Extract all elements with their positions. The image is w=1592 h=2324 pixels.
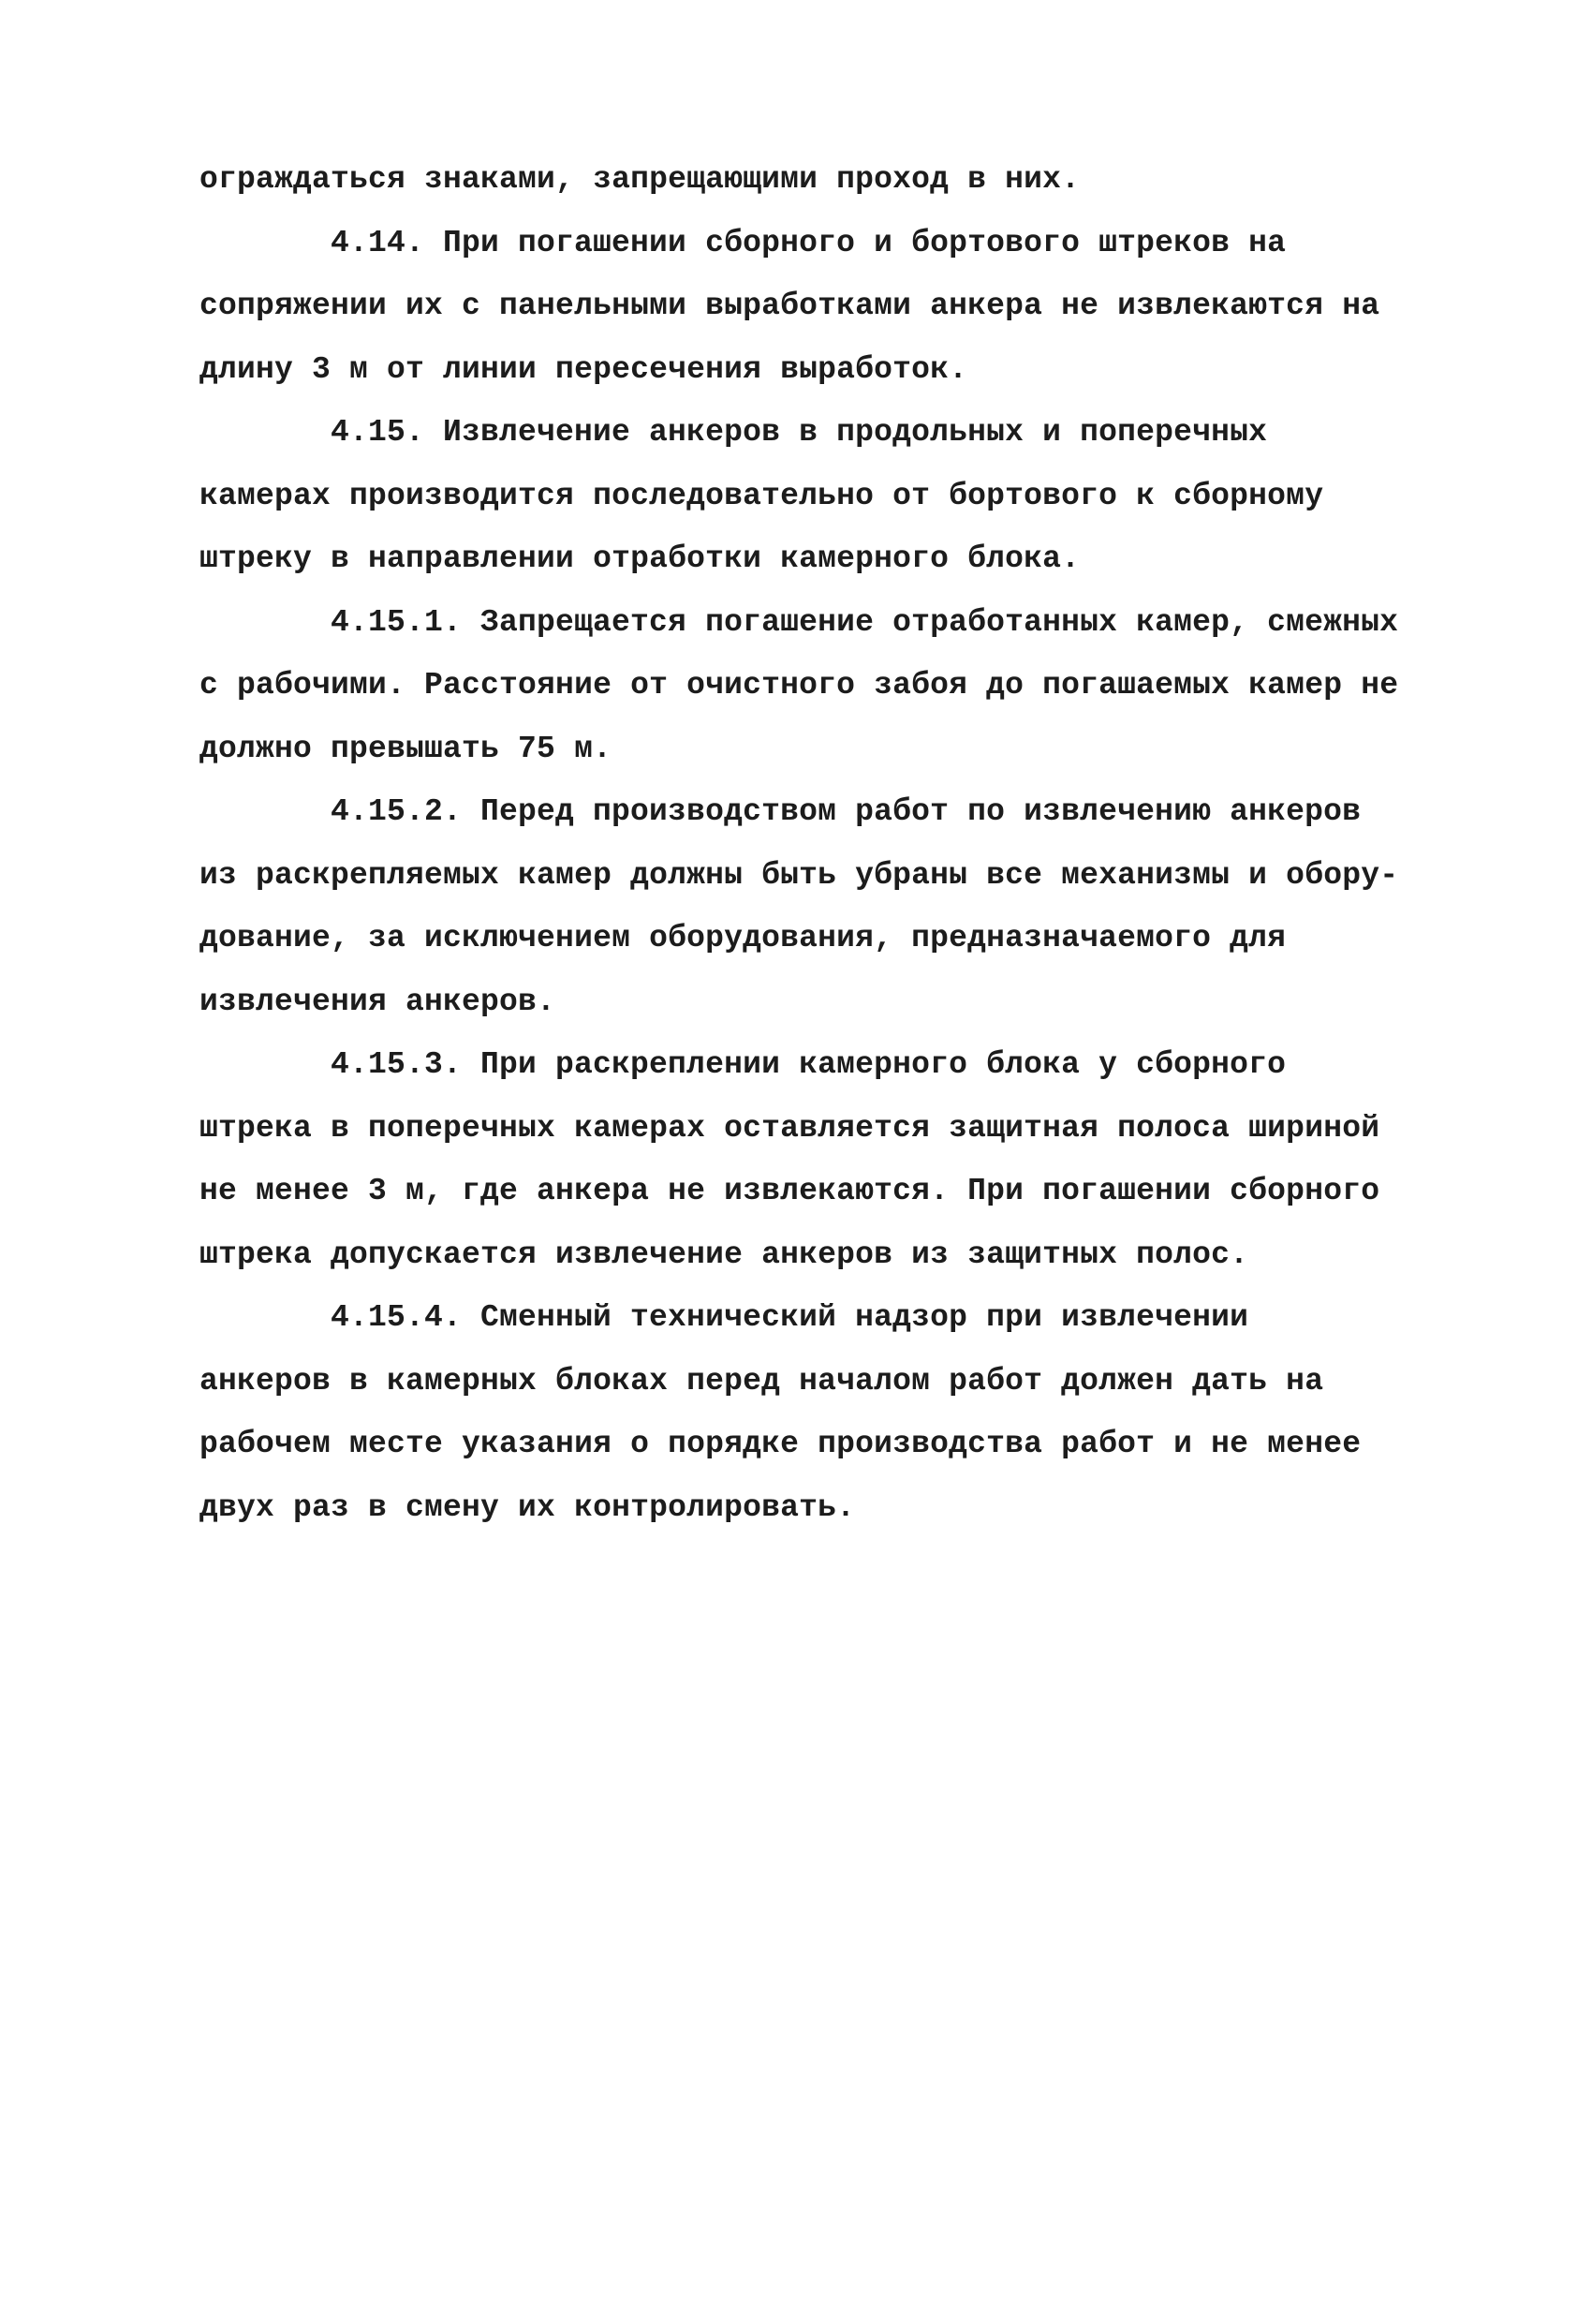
text-line: должно превышать 75 м. bbox=[199, 731, 612, 766]
paragraph-4-14-start: 4.14. При погашении сборного и бортового штреков на bbox=[331, 225, 1287, 260]
paragraph-4-15-start: 4.15. Извлечение анкеров в продольных и поперечных bbox=[331, 415, 1268, 450]
text-line: анкеров в камерных блоках перед началом работ должен дать на bbox=[199, 1363, 1324, 1399]
text-line: дование, за исключением оборудования, предназначаемого для bbox=[199, 921, 1287, 955]
document-body bbox=[199, 148, 1417, 1539]
text-line: двух раз в смену их контролировать. bbox=[199, 1489, 856, 1525]
text-line: длину 3 м от линии пересечения выработок. bbox=[199, 351, 968, 387]
text-line: камерах производится последовательно от бортового к сборному bbox=[199, 478, 1324, 513]
text-line: из раскрепляемых камер должны быть убраны все механизмы и обору- bbox=[199, 857, 1399, 893]
text-line: сопряжении их с панельными выработками анкера не извлекаются на bbox=[199, 289, 1380, 323]
paragraph-4-15-4-start: 4.15.4. Сменный технический надзор при извлечении bbox=[331, 1300, 1249, 1335]
text-line: с рабочими. Расстояние от очистного забоя до погашаемых камер не bbox=[199, 668, 1399, 703]
text-line: не менее 3 м, где анкера не извлекаются. При погашении сборного bbox=[199, 1174, 1380, 1208]
text-line: штрека в поперечных камерах оставляется защитная полоса шириной bbox=[199, 1110, 1380, 1146]
text-line: штреку в направлении отработки камерного блока. bbox=[199, 541, 1081, 576]
text-line: рабочем месте указания о порядке производства работ и не менее bbox=[199, 1427, 1362, 1461]
text-line: штрека допускается извлечение анкеров из защитных полос. bbox=[199, 1236, 1249, 1272]
paragraph-4-15-1-start: 4.15.1. Запрещается погашение отработанных камер, смежных bbox=[331, 604, 1399, 640]
text-line: извлечения анкеров. bbox=[199, 984, 556, 1019]
paragraph-4-15-2-start: 4.15.2. Перед производством работ по извлечению анкеров bbox=[331, 794, 1362, 829]
paragraph-4-15-3-start: 4.15.3. При раскреплении камерного блока у сборного bbox=[331, 1047, 1287, 1082]
text-line: ограждаться знаками, запрещающими проход в них. bbox=[199, 162, 1081, 197]
